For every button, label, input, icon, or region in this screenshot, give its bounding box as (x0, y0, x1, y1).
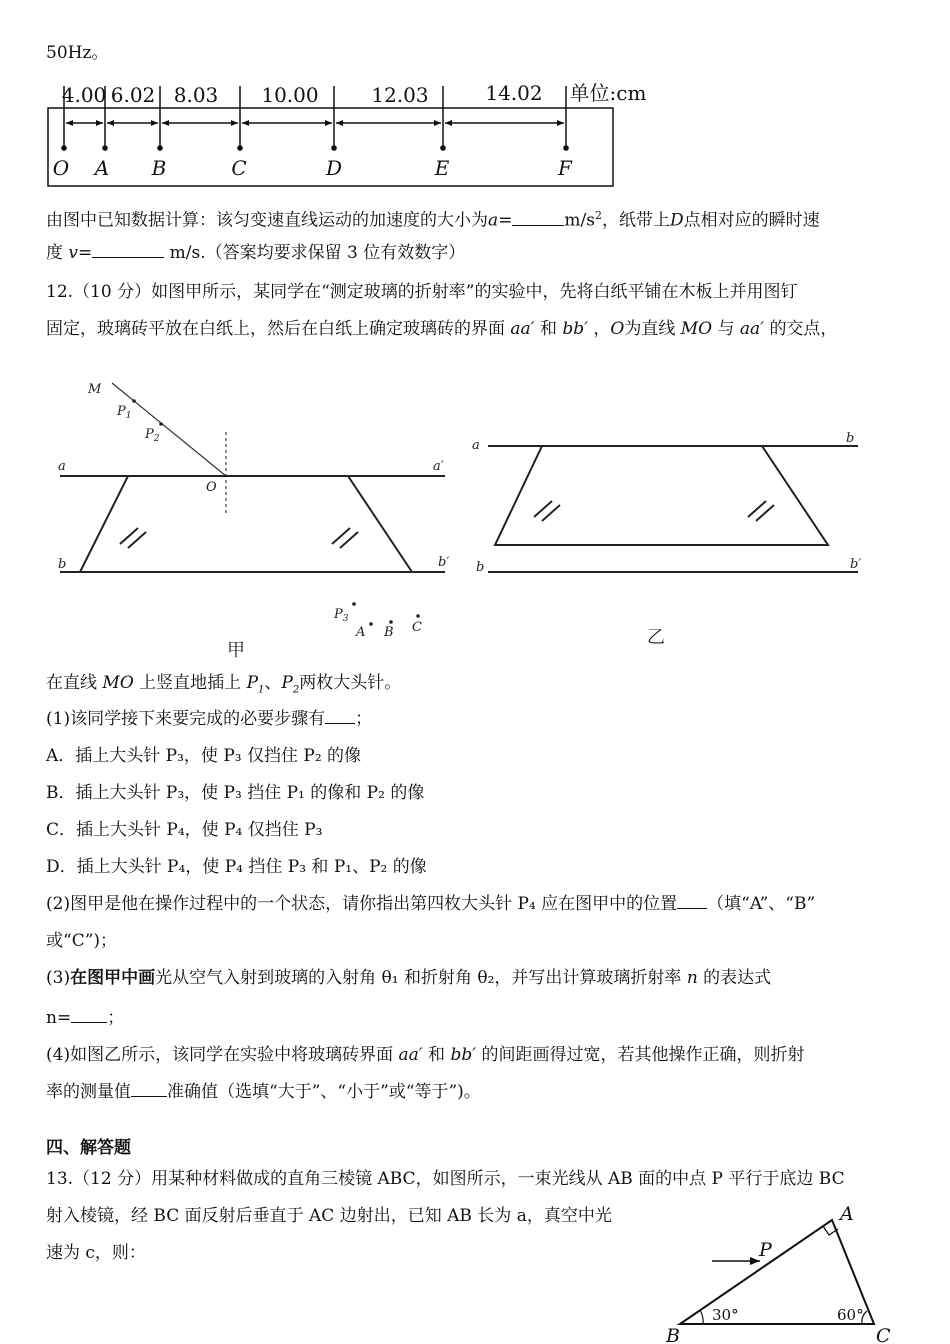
segment-BC: 8.03 (173, 83, 219, 107)
label-b-prime: b′ (438, 555, 450, 570)
q12-step4-cont: 率的测量值 准确值（选填“大于”、“小于”或“等于”)。 (46, 1082, 481, 1102)
figure-jia (50, 370, 460, 660)
label-a-prime: a′ (433, 459, 444, 474)
q13-line1: 13.（12 分）用某种材料做成的直角三棱镜 ABC，如图所示，一束光线从 AB 面的中点 P 平行于底边 BC (46, 1169, 845, 1189)
q13-line2: 射入棱镜，经 BC 面反射后垂直于 AC 边射出，已知 AB 长为 a，真空中光 (46, 1206, 612, 1226)
dot-F (563, 145, 569, 151)
label-D: D (325, 156, 343, 180)
q12-option-a: A．插上大头针 P₃，使 P₃ 仅挡住 P₂ 的像 (46, 746, 362, 766)
q13-line3: 速为 c，则： (46, 1243, 146, 1263)
dot-O (61, 145, 67, 151)
q12-step1: (1)该同学接下来要完成的必要步骤有 ； (46, 709, 373, 729)
q11-line1: 由图中已知数据计算：该匀变速直线运动的加速度的大小为$a= m/s^2$，纸带上D点相对应的瞬时速 (46, 209, 820, 231)
unit-label: 单位:cm (569, 81, 647, 105)
q12-step3-cont: n= ； (46, 1008, 125, 1028)
label-M: M (88, 382, 102, 397)
dot-E (440, 145, 446, 151)
q12-step3: (3)在图甲中画光从空气入射到玻璃的入射角 θ₁ 和折射角 θ₂，并写出计算玻璃折射率 n 的表达式 (46, 968, 772, 988)
label-P3: $P_3$ (334, 607, 349, 624)
glass-block (80, 476, 412, 572)
label-P1: $P_1$ (117, 404, 132, 421)
label-yi-a: a (472, 438, 480, 453)
q11-line2: 度 v= m/s.（答案均要求保留 3 位有效数字） (46, 243, 466, 263)
ray-MO (112, 383, 226, 476)
section-heading: 四、解答题 (46, 1138, 131, 1158)
q12-after-figure: 在直线 MO 上竖直地插上 $P_1$、$P_2$两枚大头针。 (46, 673, 402, 696)
dot-C (237, 145, 243, 151)
label-yi-b: b (476, 560, 485, 575)
label-C: C (231, 156, 247, 180)
prism-figure (656, 1200, 902, 1344)
caption-yi: 乙 (647, 627, 665, 648)
label-E: E (434, 156, 450, 180)
label-yi-b-top: b (846, 431, 855, 446)
segment-AB: 6.02 (110, 83, 156, 107)
angle-B-label: 30° (712, 1306, 739, 1324)
label-pos-C: C (412, 620, 422, 635)
vertex-B: B (666, 1325, 680, 1344)
q12-option-c: C．插上大头针 P₄，使 P₄ 仅挡住 P₃ (46, 820, 323, 840)
dot-B (157, 145, 163, 151)
segment-OA: 4.00 (61, 83, 107, 107)
label-a: a (58, 459, 66, 474)
label-O: O (206, 480, 217, 495)
q12-option-b: B．插上大头针 P₃，使 P₃ 挡住 P₁ 的像和 P₂ 的像 (46, 783, 425, 803)
label-O: O (52, 156, 70, 180)
label-yi-b-prime: b′ (850, 557, 862, 572)
dot-D (331, 145, 337, 151)
ticker-tape-figure (44, 76, 664, 191)
top-fragment: 50Hz。 (46, 43, 109, 63)
q12-line2: 固定，玻璃砖平放在白纸上，然后在白纸上确定玻璃砖的界面 aa′ 和 bb′ ，O为直线 MO 与 aa′ 的交点， (46, 319, 838, 339)
segment-CD: 10.00 (261, 83, 319, 107)
caption-jia: 甲 (227, 640, 245, 660)
label-B: B (151, 156, 167, 180)
point-P: P (759, 1239, 772, 1261)
segment-EF: 14.02 (485, 81, 543, 105)
label-b: b (58, 557, 67, 572)
dot-A (102, 145, 108, 151)
q12-option-d: D．插上大头针 P₄，使 P₄ 挡住 P₃ 和 P₁、P₂ 的像 (46, 857, 427, 877)
q12-step2: (2)图甲是他在操作过程中的一个状态，请你指出第四枚大头针 P₄ 应在图甲中的位置 （填“A”、“B” (46, 894, 816, 914)
q12-line1: 12.（10 分）如图甲所示，某同学在“测定玻璃的折射率”的实验中，先将白纸平铺在木板上并用图钉 (46, 282, 798, 302)
label-F: F (558, 156, 572, 180)
glass-block-yi (495, 446, 828, 545)
segment-DE: 12.03 (371, 83, 429, 107)
vertex-C: C (876, 1325, 891, 1344)
angle-C-label: 60° (837, 1306, 864, 1324)
q12-step2-cont: 或“C”)； (46, 931, 118, 951)
q12-step4: (4)如图乙所示，该同学在实验中将玻璃砖界面 aa′ 和 bb′ 的间距画得过宽，若其他操作正确，则折射 (46, 1045, 805, 1065)
label-P2: $P_2$ (145, 427, 160, 444)
vertex-A: A (840, 1203, 854, 1225)
label-pos-B: B (384, 625, 394, 640)
figure-yi (468, 425, 883, 650)
angle-arc-B (700, 1310, 703, 1324)
label-A: A (94, 156, 110, 180)
label-pos-A: A (356, 625, 366, 640)
